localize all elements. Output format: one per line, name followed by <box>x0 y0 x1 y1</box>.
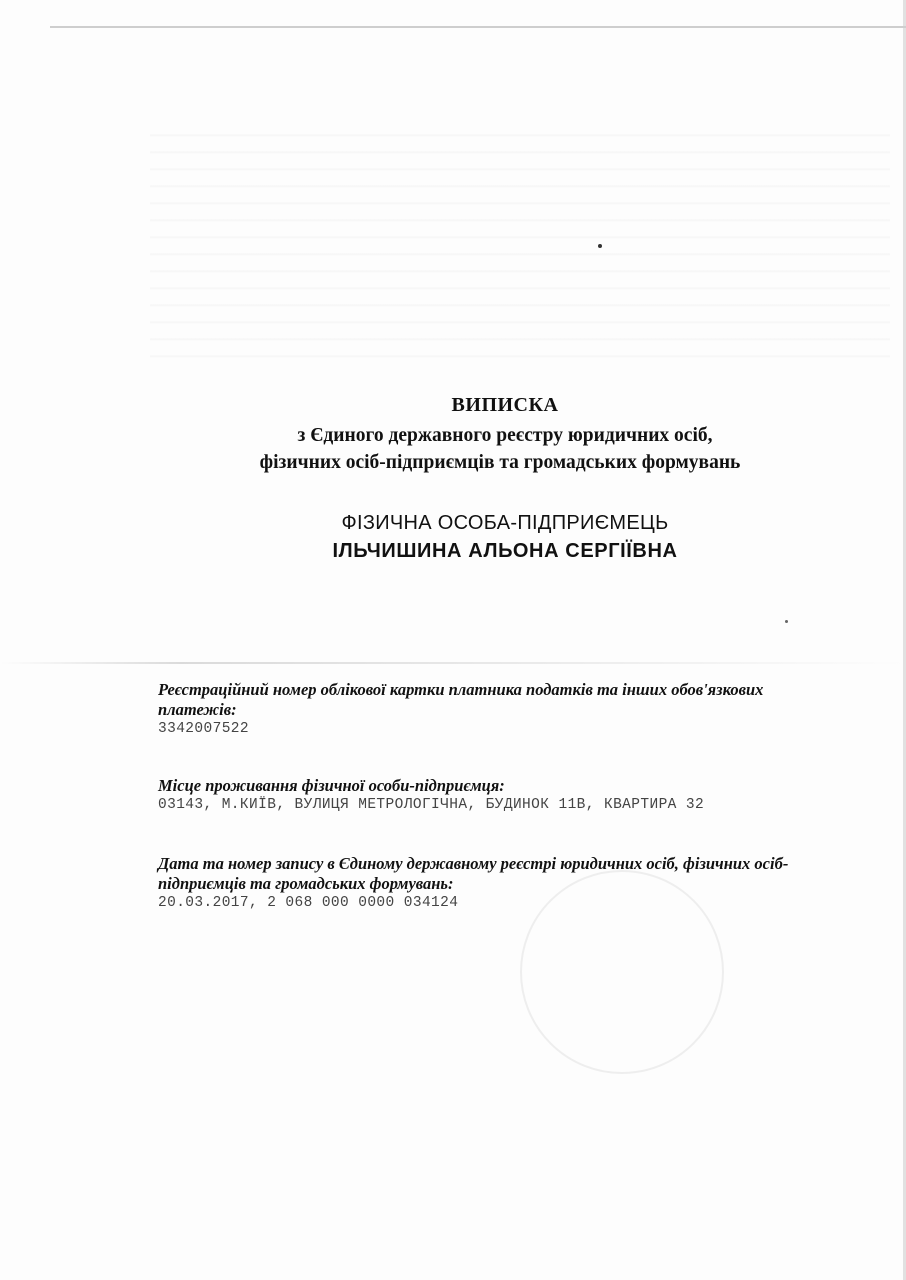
paper-fold-line <box>0 662 906 664</box>
document-subtitle-line1: з Єдиного державного реєстру юридичних осіб, <box>297 425 713 446</box>
scan-speck <box>598 244 602 248</box>
registry-record-value: 20.03.2017, 2 068 000 0000 034124 <box>158 895 459 911</box>
scan-edge-artifact <box>50 26 906 28</box>
document-subtitle-line2: фізичних осіб-підприємців та громадських формувань <box>259 452 741 473</box>
registry-record-field <box>158 854 838 913</box>
residence-value: 03143, М.КИЇВ, ВУЛИЦЯ МЕТРОЛОГІЧНА, БУДИНОК 11В, КВАРТИРА 32 <box>158 797 705 813</box>
tax-number-field <box>158 680 838 739</box>
tax-number-value: 3342007522 <box>158 721 250 737</box>
tax-number-label: Реєстраційний номер облікової картки платника податків та інших обов'язкових платежів: <box>158 680 764 719</box>
scan-speck <box>785 620 788 623</box>
document-title: ВИПИСКА <box>451 394 559 416</box>
bleed-through-text <box>150 120 890 360</box>
residence-label: Місце проживання фізичної особи-підприємця: <box>158 776 505 795</box>
entity-type: ФІЗИЧНА ОСОБА-ПІДПРИЄМЕЦЬ <box>341 512 669 534</box>
residence-field <box>158 776 838 815</box>
registry-record-label: Дата та номер запису в Єдиному державному реєстрі юридичних осіб, фізичних осіб-підприємців та громадських формувань: <box>158 854 789 893</box>
entity-name: ІЛЬЧИШИНА АЛЬОНА СЕРГІЇВНА <box>332 540 678 562</box>
